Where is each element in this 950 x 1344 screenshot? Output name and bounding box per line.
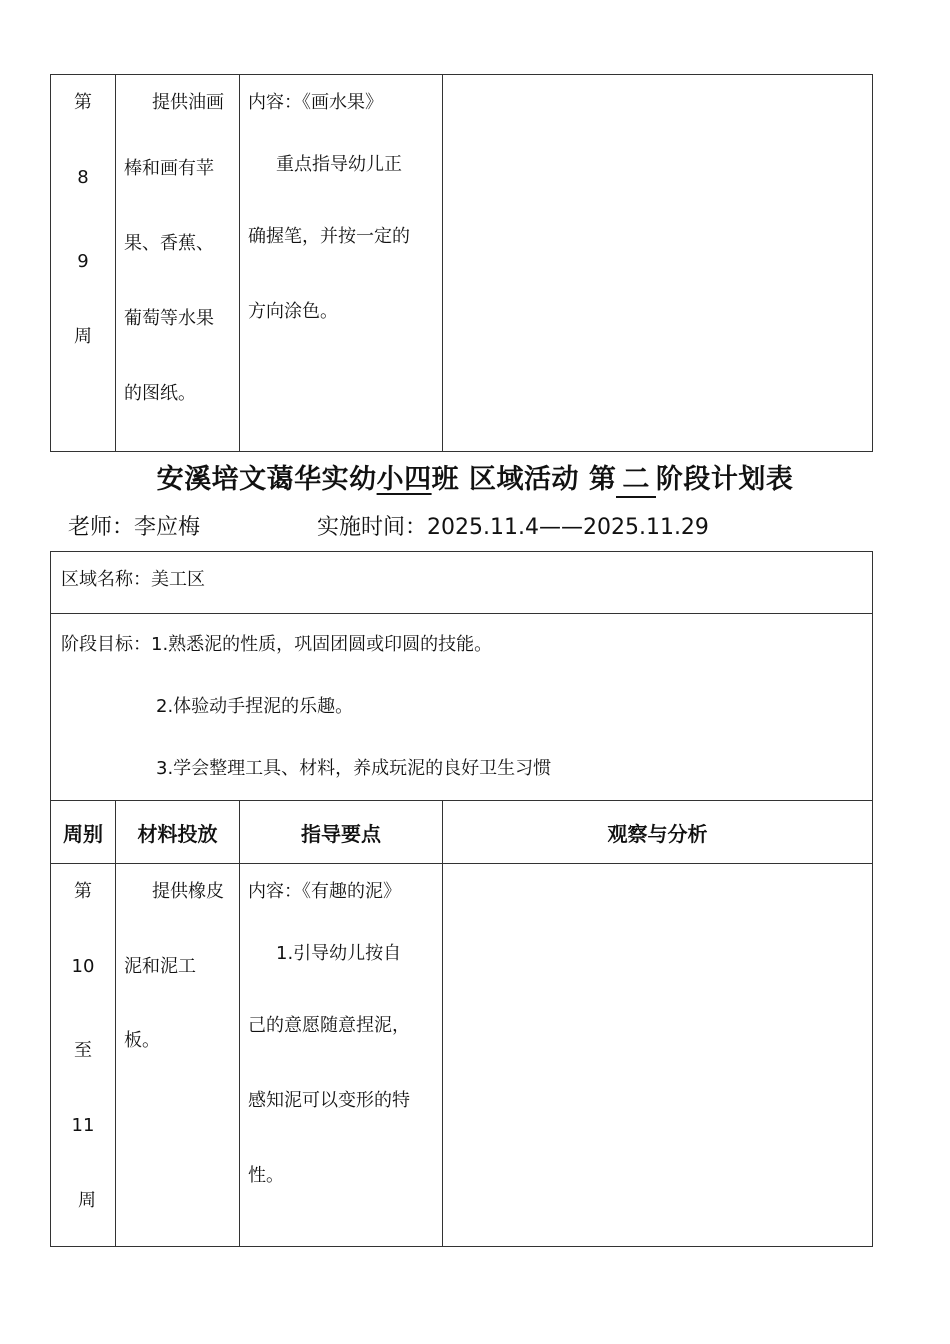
table-row <box>51 864 873 1247</box>
materials-line: 提供油画 <box>152 92 224 113</box>
guidance-line: 性。 <box>248 1165 284 1186</box>
class-name: 小四 <box>376 464 432 495</box>
materials-line: 提供橡皮 <box>152 881 224 902</box>
previous-plan-table <box>50 74 873 452</box>
plan-table <box>50 551 873 1247</box>
table-row <box>51 75 873 452</box>
week-line: 周 <box>74 326 92 347</box>
week-line: 第 <box>74 881 92 902</box>
table-row <box>51 552 873 614</box>
guidance-line: 内容：《有趣的泥》 <box>248 881 401 902</box>
guidance-cell <box>240 75 443 452</box>
guidance-line: 1.引导幼儿按自 <box>276 943 402 964</box>
goal-line: 3.学会整理工具、材料，养成玩泥的良好卫生习惯 <box>156 758 552 779</box>
guidance-line: 方向涂色。 <box>248 301 338 322</box>
guidance-line: 己的意愿随意捏泥， <box>248 1015 410 1036</box>
materials-line: 葡萄等水果 <box>124 308 214 329</box>
materials-line: 棒和画有苹 <box>124 158 214 179</box>
week-line: 11 <box>71 1115 95 1136</box>
header-materials: 材料投放 <box>116 801 240 864</box>
guidance-line: 重点指导幼儿正 <box>276 154 402 175</box>
table-header-row <box>51 801 873 864</box>
observation-cell <box>443 75 873 452</box>
guidance-line: 感知泥可以变形的特 <box>248 1090 410 1111</box>
area-name: 区域名称：美工区 <box>51 552 873 614</box>
materials-line: 果、香蕉、 <box>124 233 214 254</box>
page-title <box>0 457 950 498</box>
goal-line: 2.体验动手捏泥的乐趣。 <box>156 696 354 717</box>
goal-line: 阶段目标：1.熟悉泥的性质，巩固团圆或印圆的技能。 <box>61 634 493 655</box>
week-line: 8 <box>77 167 89 188</box>
week-line: 至 <box>74 1040 92 1061</box>
week-cell <box>51 75 116 452</box>
header-guidance: 指导要点 <box>240 801 443 864</box>
table-row <box>51 614 873 801</box>
materials-line: 板。 <box>124 1030 160 1051</box>
week-cell <box>51 864 116 1247</box>
guidance-line: 确握笔，并按一定的 <box>248 226 410 247</box>
materials-cell <box>116 75 240 452</box>
title-part: 安溪培文蔼华实幼 <box>156 464 377 495</box>
materials-line: 泥和泥工 <box>124 956 196 977</box>
week-line: 10 <box>71 956 95 977</box>
week-line: 周 <box>78 1190 96 1211</box>
header-observation: 观察与分析 <box>443 801 873 864</box>
observation-cell <box>443 864 873 1247</box>
materials-line: 的图纸。 <box>124 383 196 404</box>
teacher-label: 老师：李应梅 <box>68 515 201 540</box>
header-week: 周别 <box>51 801 116 864</box>
title-part: 班 区域活动 第 <box>431 464 617 495</box>
week-line: 9 <box>77 251 89 272</box>
title-part: 阶段计划表 <box>655 464 794 495</box>
time-label: 实施时间：2025.11.4——2025.11.29 <box>317 515 709 540</box>
week-line: 第 <box>74 92 92 113</box>
materials-cell <box>116 864 240 1247</box>
guidance-cell <box>240 864 443 1247</box>
meta-line <box>68 510 709 541</box>
stage-number: 二 <box>616 464 656 498</box>
stage-goals <box>51 614 873 801</box>
guidance-line: 内容：《画水果》 <box>248 92 383 113</box>
